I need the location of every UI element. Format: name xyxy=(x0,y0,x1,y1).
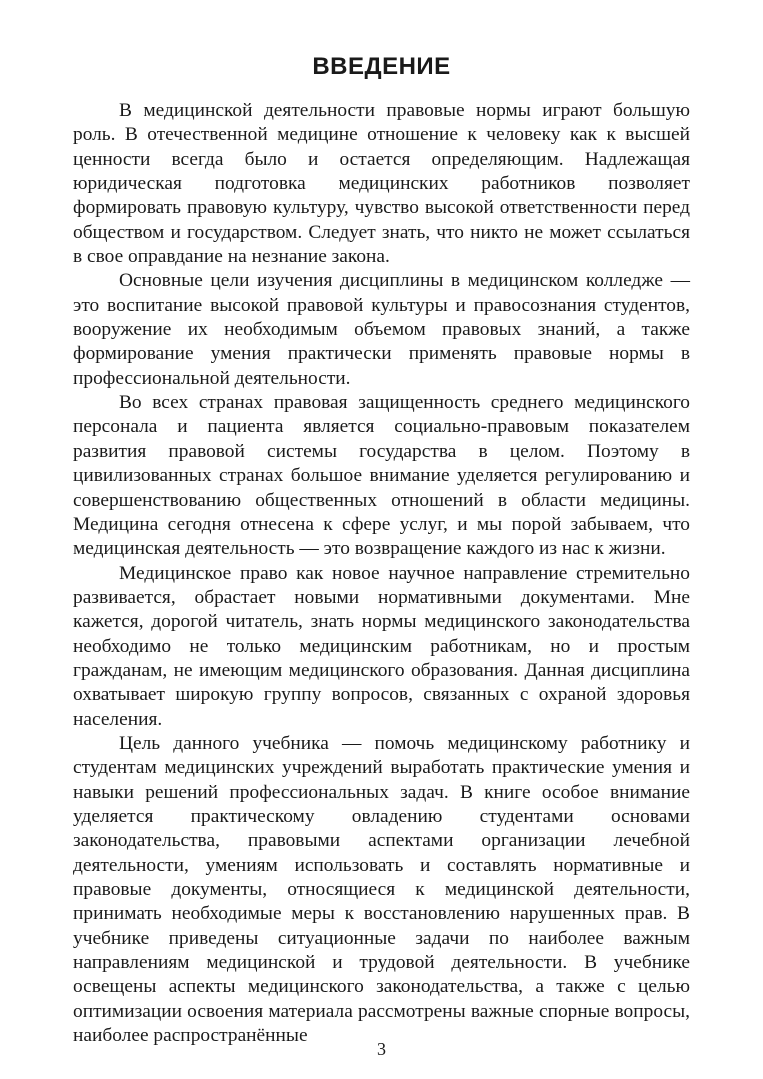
paragraph-4: Медицинское право как новое научное направление стремительно развивается, обрастает новыми нормативными документами. Мне кажется, дорогой читатель, знать нормы медицинского законодательства необходимо не только медицинским работникам, но и простым гражданам, не имеющим медицинского образования. Данная дисциплина охватывает широкую группу вопросов, связанных с охраной здоровья населения. xyxy=(73,562,690,730)
paragraph-2: Основные цели изучения дисциплины в медицинском колледже — это воспитание высокой правовой культуры и правосознания студентов, вооружение их необходимым объемом правовых знаний, а также формирование умения практически применять правовые нормы в профессиональной деятельности. xyxy=(73,270,690,389)
page-number: 3 xyxy=(377,1039,386,1059)
body-text xyxy=(73,99,690,1048)
paragraph-5: Цель данного учебника — помочь медицинскому работнику и студентам медицинских учреждений выработать практические умения и навыки решений профессиональных задач. В книге особое внимание уделяется практическому овладению студентами основами законодательства, правовыми аспектами организации лечебной деятельности, умениям использовать и составлять нормативные и правовые документы, относящиеся к медицинской деятельности, принимать необходимые меры к восстановлению нарушенных прав. В учебнике приведены ситуационные задачи по наиболее важным направлениям медицинской и трудовой деятельности. В учебнике освещены аспекты медицинского законодательства, а также с целью оптимизации освоения материала рассмотрены важные спорные вопросы, наиболее распространённые xyxy=(73,732,690,1047)
paragraph-1: В медицинской деятельности правовые нормы играют большую роль. В отечественной медицине отношение к человеку как к высшей ценности всегда было и остается определяющим. Надлежащая юридическая подготовка медицинских работников позволяет формировать правовую культуру, чувство высокой ответственности перед обществом и государством. Следует знать, что никто не может ссылаться в свое оправдание на незнание закона. xyxy=(73,100,690,268)
paragraph-3: Во всех странах правовая защищенность среднего медицинского персонала и пациента является социально-правовым показателем развития правовой системы государства в целом. Поэтому в цивилизованных странах большое внимание уделяется регулированию и совершенствованию общественных отношений в области медицины. Медицина сегодня отнесена к сфере услуг, и мы порой забываем, что медицинская деятельность — это возвращение каждого из нас к жизни. xyxy=(73,392,690,560)
page-title: ВВЕДЕНИЕ xyxy=(312,53,451,80)
